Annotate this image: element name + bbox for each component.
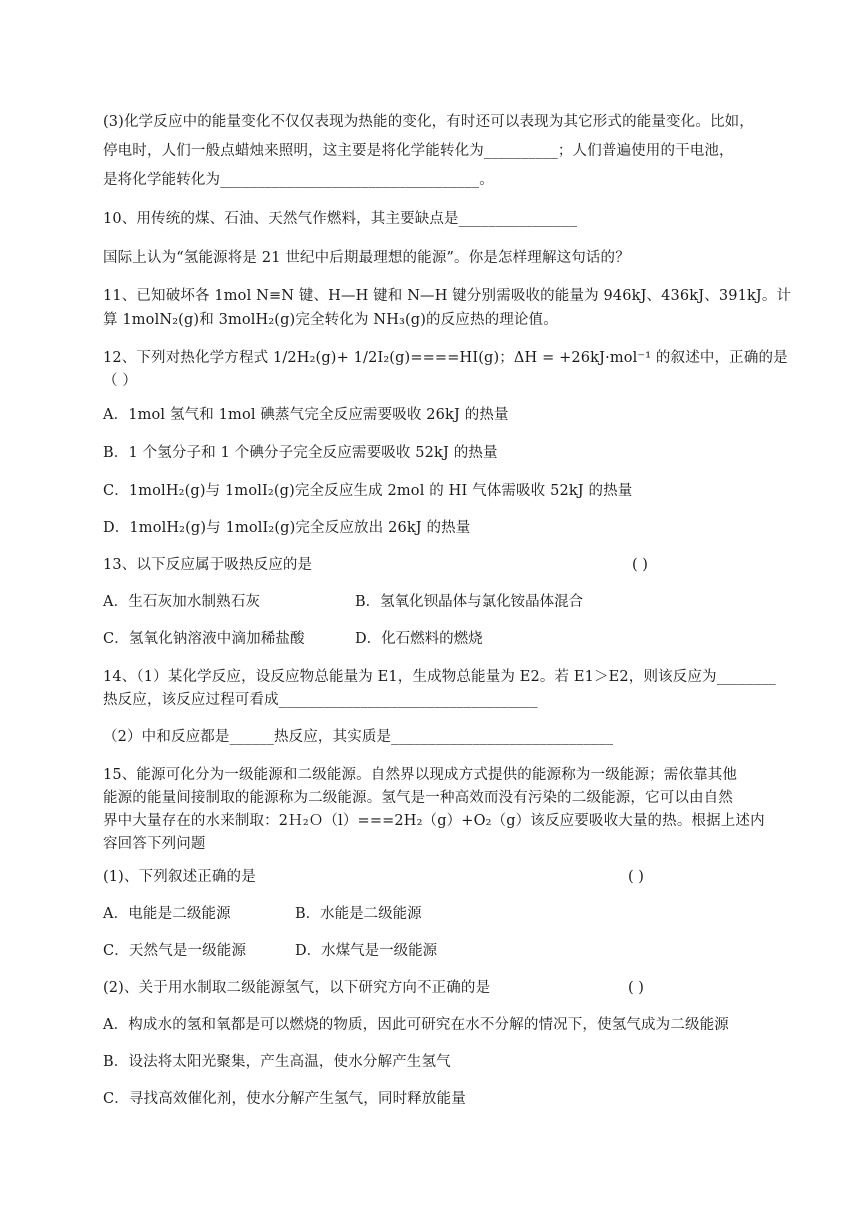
q15-part1-option-d: D．水煤气是一级能源 [295, 943, 438, 959]
q12-option-a: A．1mol 氢气和 1mol 碘蒸气完全反应需要吸收 26kJ 的热量 [103, 407, 509, 423]
q15-part1-stem: (1)、下列叙述正确的是 [103, 869, 256, 885]
q15-part1-option-c: C．天然气是一级能源 [103, 943, 247, 959]
q12-line1: 12、下列对热化学方程式 1/2H₂(g)+ 1/2I₂(g)====HI(g)；ΔH = +26kJ·mol⁻¹ 的叙述中，正确的是 [103, 350, 788, 366]
q15-line2: 能源的能量间接制取的能源称为二级能源。氢气是一种高效而没有污染的二级能源，它可以由自然 [103, 790, 733, 806]
q14-line2: 热反应，该反应过程可看成___________________________________ [103, 692, 538, 708]
q15-line4: 容回答下列问题 [103, 836, 206, 852]
q13-answer-paren: ( ) [632, 557, 648, 573]
q15-part1-answer-paren: ( ) [628, 869, 644, 885]
q13-option-c: C．氢氧化钠溶液中滴加稀盐酸 [103, 631, 305, 647]
q9-part3-line3: 是将化学能转化为___________________________________。 [103, 172, 494, 188]
q10-line2: 国际上认为“氢能源将是 21 世纪中后期最理想的能源”。你是怎样理解这句话的？ [103, 250, 630, 266]
q12-answer-paren: （ ） [103, 373, 138, 389]
q10-line1: 10、用传统的煤、石油、天然气作燃料，其主要缺点是________________ [103, 211, 578, 227]
q15-part2-answer-paren: ( ) [628, 980, 644, 996]
q12-option-d: D．1molH₂(g)与 1molI₂(g)完全反应放出 26kJ 的热量 [103, 520, 471, 536]
q13-stem: 13、以下反应属于吸热反应的是 [103, 557, 313, 573]
q15-line3: 界中大量存在的水来制取：2Ｈ₂Ｏ（l）===2H₂（g）+O₂（g）该反应要吸收大量的热。根据上述内 [103, 813, 765, 829]
q11-line2: 算 1molN₂(g)和 3molH₂(g)完全转化为 NH₃(g)的反应热的理论值。 [103, 312, 558, 328]
q15-part2-option-a: A．构成水的氢和氧都是可以燃烧的物质，因此可研究在水不分解的情况下，使氢气成为二级能源 [103, 1017, 729, 1033]
q15-line1: 15、能源可化分为一级能源和二级能源。自然界以现成方式提供的能源称为一级能源；需依靠其他 [103, 767, 738, 783]
q15-part2-stem: (2)、关于用水制取二级能源氢气，以下研究方向不正确的是 [103, 980, 491, 996]
q14-line3: （2）中和反应都是______热反应，其实质是______________________________ [103, 729, 614, 745]
q11-line1: 11、已知破坏各 1mol N≡N 键、H—H 键和 N—H 键分别需吸收的能量为 946kJ、436kJ、391kJ。计 [103, 288, 792, 304]
q14-line1: 14、（1）某化学反应，设反应物总能量为 E1，生成物总能量为 E2。若 E1＞E2，则该反应为________ [103, 669, 776, 685]
q15-part1-option-a: A．电能是二级能源 [103, 906, 231, 922]
q9-part3-line1: (3)化学反应中的能量变化不仅仅表现为热能的变化，有时还可以表现为其它形式的能量变化。比如， [103, 114, 754, 130]
q15-part2-option-c: C．寻找高效催化剂，使水分解产生氢气，同时释放能量 [103, 1091, 466, 1107]
q12-option-c: C．1molH₂(g)与 1molI₂(g)完全反应生成 2mol 的 HI 气体需吸收 52kJ 的热量 [103, 483, 633, 499]
q13-option-a: A．生石灰加水制熟石灰 [103, 594, 261, 610]
q13-option-d: D．化石燃料的燃烧 [355, 631, 483, 647]
q15-part2-option-b: B．设法将太阳光聚集，产生高温，使水分解产生氢气 [103, 1054, 451, 1070]
q13-option-b: B．氢氧化钡晶体与氯化铵晶体混合 [355, 594, 584, 610]
q12-option-b: B．1 个氢分子和 1 个碘分子完全反应需要吸收 52kJ 的热量 [103, 445, 498, 461]
q9-part3-line2: 停电时，人们一般点蜡烛来照明，这主要是将化学能转化为__________；人们普遍使用的干电池， [103, 143, 734, 159]
q15-part1-option-b: B．水能是二级能源 [295, 906, 422, 922]
